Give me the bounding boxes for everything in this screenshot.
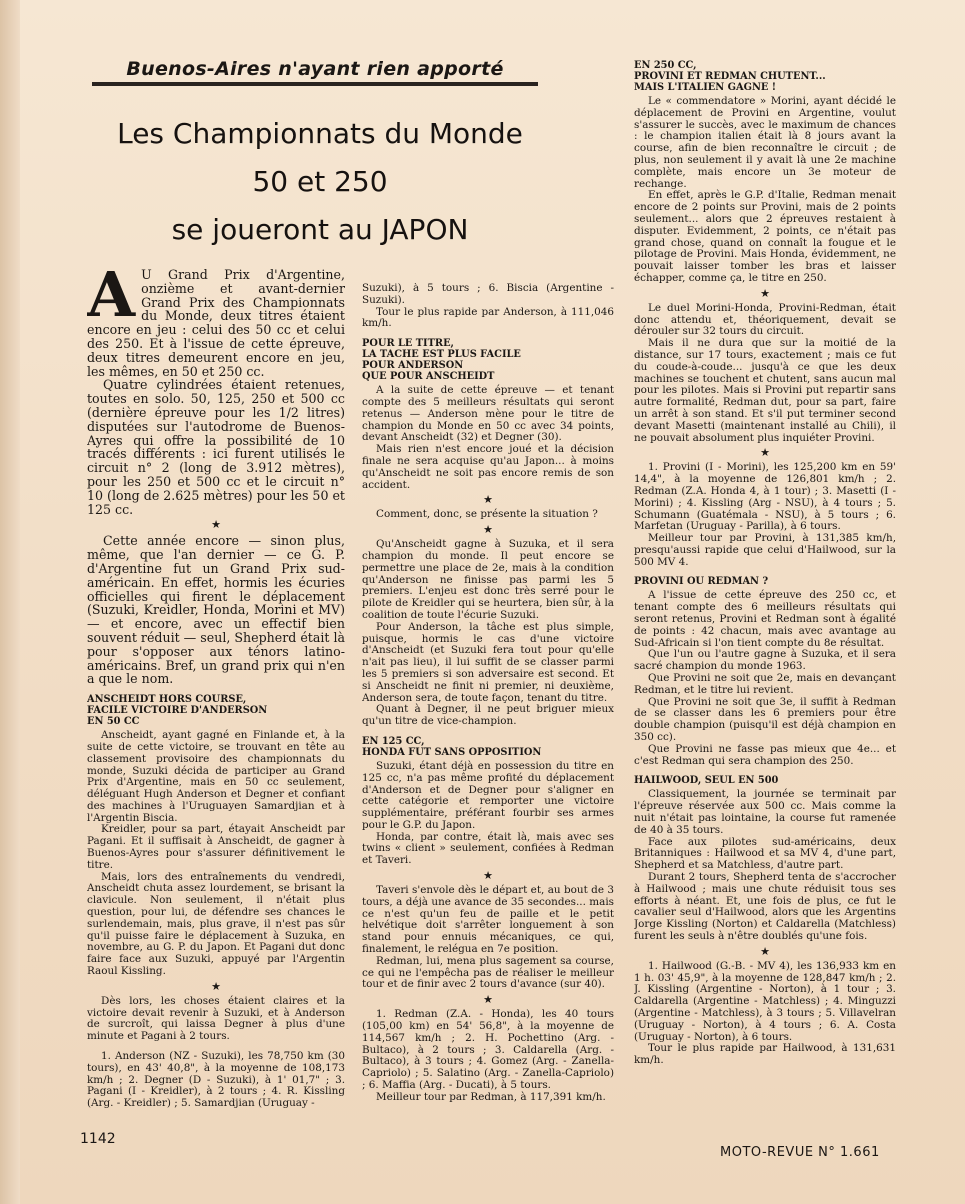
- paragraph: Face aux pilotes sud-américains, deux Britanniques : Hailwood et sa MV 4, d'une part, Shepherd et sa Matchless, d'autre part.: [634, 835, 896, 872]
- lead-paragraph-3: Cette année encore — sinon plus, même, que l'an dernier — ce G. P. d'Argentine fut un Grand Prix sud-américain. En effet, hormis les écuries officielles qui firent le déplacement (Suzuki, Kreidler, Honda, Morini et MV) — et encore, avec un effectif bien souvent réduit — seul, Shepherd était là pour s'opposer aux ténors latino-américains. Bref, un grand prix qui n'en a que le nom.: [87, 533, 345, 687]
- kicker-underline: [92, 82, 538, 86]
- paragraph: Que Provini ne soit que 3e, il suffit à Redman de se classer dans les 6 premiers pour être double champion (puisqu'il est déjà champion en 350 cc).: [634, 695, 896, 744]
- paragraph: Dès lors, les choses étaient claires et la victoire devait revenir à Suzuki, et à Anderson de surcroît, qui laissa Degner à plus d'une minute et Pagani à 2 tours.: [87, 994, 345, 1043]
- lead-paragraph-1: U Grand Prix d'Argentine, onzième et avant-dernier Grand Prix des Championnats du Monde, deux titres étaient encore en jeu : celui des 50 cc et celui des 250. Et à l'issue de cette épreuve, deux titres demeurent encore en jeu, les mêmes, en 50 et 250 cc.: [87, 268, 345, 379]
- page-number: 1142: [80, 1131, 116, 1147]
- section-heading-500cc: HAILWOOD, SEUL EN 500: [634, 775, 779, 787]
- paragraph: Suzuki, étant déjà en possession du titre en 125 cc, n'a pas même profité du déplacement d'Anderson et de Degner pour s'aligner en cette catégorie et remporter une victoire supplémentaire, préférant fourbir ses armes pour le G.P. du Japon.: [362, 759, 614, 831]
- paragraph: En effet, après le G.P. d'Italie, Redman menait encore de 2 points sur Provini, mais de 2 points seulement... alors que 2 épreuves restaient à disputer. Evidemment, 2 points, ce n'était pas grand chose, quand on connaît la fougue et le pilotage de Provini. Mais Honda, évidemment, ne pouvait laisser tomber les bras et laisser échapper, comme ça, le titre en 250.: [634, 189, 896, 284]
- separator-star: ★: [760, 446, 770, 460]
- lead-block: [87, 268, 345, 686]
- fastest-lap-125cc: Meilleur tour par Redman, à 117,391 km/h.: [376, 1090, 606, 1103]
- paragraph: Comment, donc, se présente la situation ?: [376, 508, 598, 521]
- paragraph: A la suite de cette épreuve — et tenant compte des 5 meilleurs résultats qui seront retenus — Anderson mène pour le titre de champion du Monde en 50 cc avec 34 points, devant Anscheidt (32) et Degner (30).: [362, 384, 614, 444]
- separator-star: ★: [483, 493, 493, 507]
- column-3: [634, 60, 896, 1130]
- paragraph: Mais il ne dura que sur la moitié de la distance, sur 17 tours, exactement ; mais ce fut du coude-à-coude... jusqu'à ce que les deux machines se touchent et chutent, sans aucun mal pour les pilotes. Mais si Provini put repartir sans autre formalité, Redman dut, pour sa part, faire un arrêt à son stand. Et s'il put terminer second devant Masetti (maintenant installé au Chili), il ne pouvait absolument plus inquiéter Provini.: [634, 337, 896, 444]
- results-125cc: 1. Redman (Z.A. - Honda), les 40 tours (105,00 km) en 54' 56,8", à la moyenne de 114,567 km/h ; 2. H. Pochettino (Arg. - Bultaco), à 2 tours ; 3. Caldarella (Arg. - Bultaco), à 3 tours ; 4. Gomez (Arg. - Zanella-Capriolo) ; 5. Salatino (Arg. - Zanella-Capriolo) ; 6. Maffia (Arg. - Ducati), à 5 tours.: [362, 1008, 614, 1092]
- separator-star: ★: [760, 286, 770, 300]
- paragraph: Qu'Anscheidt gagne à Suzuka, et il sera champion du monde. Il peut encore se permettre une place de 2e, mais à la condition qu'Anderson ne finisse pas parmi les 5 premiers. L'enjeu est donc très serré pour le pilote de Kreidler qui se heurtera, bien sûr, à la coalition de toute l'écurie Suzuki.: [362, 538, 614, 621]
- paragraph: Pour Anderson, la tâche est plus simple, puisque, hormis le cas d'une victoire d'Anscheidt (et Suzuki fera tout pour qu'elle n'ait pas lieu), il lui suffit de se classer parmi les 5 premiers si son adversaire est second. Et si Anscheidt ne finit ni premier, ni deuxième, Anderson sera, de toute façon, tenant du titre.: [362, 620, 614, 704]
- paragraph: Durant 2 tours, Shepherd tenta de s'accrocher à Hailwood ; mais une chute réduisit tous ses efforts à néant. Et, une fois de plus, ce fut le cavalier seul d'Hailwood, alors que les Argentins Jorge Kissling (Norton) et Caldarella (Matchless) furent les seuls à n'être doublés qu'une fois.: [634, 871, 896, 942]
- paragraph: Que Provini ne fasse pas mieux que 4e... et c'est Redman qui sera champion des 250.: [634, 742, 896, 767]
- section-heading-title: POUR LE TITRE, LA TACHE EST PLUS FACILE POUR ANDERSON QUE POUR ANSCHEIDT: [362, 338, 521, 383]
- results-250cc: 1. Provini (I - Morini), les 125,200 km en 59' 14,4", à la moyenne de 126,801 km/h ; 2. Redman (Z.A. Honda 4, à 1 tour) ; 3. Masetti (I - Morini) ; 4. Kissling (Arg - NSU), à 4 tours ; 5. Schumann (Guatémala - NSU), à 5 tours ; 6. Marfetan (Uruguay - Parilla), à 6 tours.: [634, 461, 896, 533]
- column-2: [362, 283, 614, 1103]
- headline-line-1: Les Championnats du Monde: [117, 117, 523, 150]
- column-1: [87, 268, 345, 1128]
- paragraph: Mais, lors des entraînements du vendredi, Anscheidt chuta assez lourdement, se brisant la clavicule. Non seulement, il n'était plus question, pour lui, de défendre ses chances le surlendemain, mais, plus grave, il n'est pas sûr qu'il puisse faire le déplacement à Suzuka, en novembre, au G. P. du Japon. Et Pagani dut donc faire face aux Suzuki, appuyé par l'Argentin Raoul Kissling.: [87, 870, 345, 978]
- fastest-lap-250cc: Meilleur tour par Provini, à 131,385 km/h, presqu'aussi rapide que celui d'Hailwood, sur la 500 MV 4.: [634, 532, 896, 568]
- paragraph: Kreidler, pour sa part, étayait Anscheidt par Pagani. Et il suffisait à Anscheidt, de gagner à Buenos-Ayres pour s'assurer définitivement le titre.: [87, 823, 345, 871]
- paragraph: Quant à Degner, il ne peut briguer mieux qu'un titre de vice-champion.: [362, 703, 614, 728]
- separator-star: ★: [483, 993, 493, 1007]
- fastest-lap-500cc: Tour le plus rapide par Hailwood, à 131,631 km/h.: [634, 1042, 896, 1067]
- results-50cc-continued: Suzuki), à 5 tours ; 6. Biscia (Argentine - Suzuki).: [362, 283, 614, 306]
- paragraph: Honda, par contre, était là, mais avec ses twins « client » seulement, confiées à Redman et Taveri.: [362, 830, 614, 867]
- results-50cc: 1. Anderson (NZ - Suzuki), les 78,750 km (30 tours), en 43' 40,8", à la moyenne de 108,173 km/h ; 2. Degner (D - Suzuki), à 1' 01,7" ; 3. Pagani (I - Kreidler), à 2 tours ; 4. R. Kissling (Arg. - Kreidler) ; 5. Samardjian (Uruguay -: [87, 1050, 345, 1110]
- headline-line-2: 50 et 250: [252, 165, 388, 198]
- magazine-issue: MOTO-REVUE N° 1.661: [720, 1145, 880, 1160]
- separator-star: ★: [483, 523, 493, 537]
- results-500cc: 1. Hailwood (G.-B. - MV 4), les 136,933 km en 1 h. 03' 45,9", à la moyenne de 128,847 km/h ; 2. J. Kissling (Argentine - Norton), à 1 tour ; 3. Caldarella (Argentine - Matchless) ; 4. Minguzzi (Argentine - Matchless), à 3 tours ; 5. Villavelran (Uruguay - Norton), à 4 tours ; 6. A. Costa (Uruguay - Norton), à 6 tours.: [634, 959, 896, 1043]
- paragraph: A l'issue de cette épreuve des 250 cc, et tenant compte des 6 meilleurs résultats qui seront retenus, Provini et Redman sont à égalité de points : 42 chacun, mais avec avantage au Sud-Africain si l'on tient compte du 8e résultat.: [634, 589, 896, 649]
- separator-star: ★: [211, 979, 221, 993]
- paragraph: Classiquement, la journée se terminait par l'épreuve réservée aux 500 cc. Mais comme la nuit n'était pas lointaine, la course fut ramenée de 40 à 35 tours.: [634, 788, 896, 836]
- section-heading-50cc: ANSCHEIDT HORS COURSE, FACILE VICTOIRE D'ANDERSON EN 50 CC: [87, 694, 268, 728]
- headline-line-3: se joueront au JAPON: [171, 213, 469, 246]
- paragraph: Que l'un ou l'autre gagne à Suzuka, et il sera sacré champion du monde 1963.: [634, 648, 896, 673]
- paragraph: Anscheidt, ayant gagné en Finlande et, à la suite de cette victoire, se trouvant en tête au classement provisoire des championnats du monde, Suzuki décida de participer au Grand Prix d'Argentine, mais en 50 cc seulement, déléguant Hugh Anderson et Degner et confiant des machines à l'Uruguayen Samardjian et à l'Argentin Biscia.: [87, 729, 345, 824]
- lead-paragraph-2: Quatre cylindrées étaient retenues, toutes en solo. 50, 125, 250 et 500 cc (dernière épreuve pour les 1/2 litres) disputées sur l'autodrome de Buenos-Ayres qui offre la possibilité de 10 tracés différents : ici furent utilisés le circuit n° 2 (long de 3.912 mètres), pour les 250 et 500 cc et le circuit n° 10 (long de 2.625 mètres) pour les 50 et 125 cc.: [87, 377, 345, 517]
- paragraph: Mais rien n'est encore joué et la décision finale ne sera acquise qu'au Japon... à moins qu'Anscheidt ne soit pas encore remis de son accident.: [362, 443, 614, 491]
- paragraph: Que Provini ne soit que 2e, mais en devançant Redman, et le titre lui revient.: [634, 672, 896, 696]
- paragraph: Redman, lui, mena plus sagement sa course, ce qui ne l'empêcha pas de réaliser le meilleur tour et de finir avec 2 tours d'avance (sur 40).: [362, 954, 614, 991]
- separator-star: ★: [483, 869, 493, 883]
- paragraph: Taveri s'envole dès le départ et, au bout de 3 tours, a déjà une avance de 35 secondes... mais ce n'est qu'un feu de paille et le petit helvétique doit s'arrêter longuement à son stand pour ennuis mécaniques, ce qui, finalement, le relégua en 7e position.: [362, 884, 614, 956]
- kicker-headline: Buenos-Aires n'ayant rien apporté: [126, 58, 504, 80]
- separator-star: ★: [760, 944, 770, 958]
- fastest-lap-50cc: Tour le plus rapide par Anderson, à 111,046 km/h.: [362, 305, 614, 330]
- section-heading-provini-redman: PROVINI OU REDMAN ?: [634, 576, 769, 588]
- section-heading-250cc: EN 250 CC, PROVINI ET REDMAN CHUTENT... MAIS L'ITALIEN GAGNE !: [634, 60, 826, 93]
- section-heading-125cc: EN 125 CC, HONDA FUT SANS OPPOSITION: [362, 735, 542, 758]
- separator-star: ★: [211, 518, 221, 532]
- drop-cap: A: [87, 268, 136, 331]
- paragraph: Le duel Morini-Honda, Provini-Redman, était donc attendu et, théoriquement, devait se dérouler sur 32 tours du circuit.: [634, 301, 896, 338]
- binding-shadow: [0, 0, 20, 1204]
- paragraph: Le « commendatore » Morini, ayant décidé le déplacement de Provini en Argentine, voulut s'assurer le succès, avec le maximum de chances : le champion italien était là 8 jours avant la course, afin de bien reconnaître le circuit ; de plus, non seulement il y avait là une 2e machine complète, mais encore un 3e moteur de rechange.: [634, 95, 896, 190]
